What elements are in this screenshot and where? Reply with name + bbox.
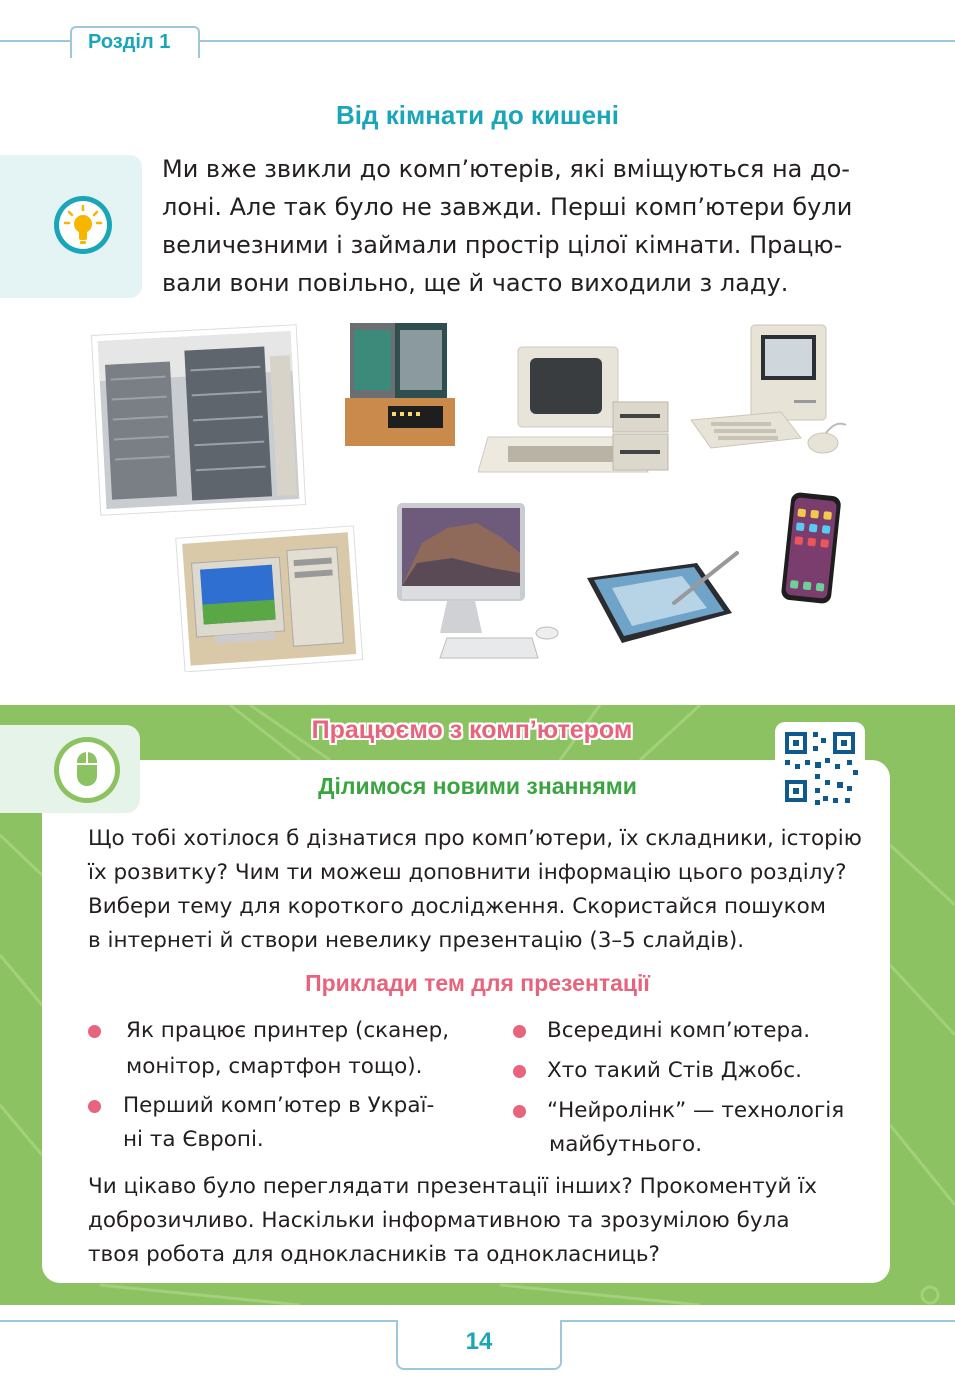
presentation-topics-title: Приклади тем для презентації	[305, 970, 650, 996]
tablet-with-stylus-photo	[582, 548, 747, 652]
closing-paragraph	[88, 1170, 868, 1272]
topic-item-line: майбутнього.	[549, 1132, 703, 1157]
bullet-icon	[513, 1065, 526, 1078]
task-paragraph	[88, 822, 868, 958]
intro-line: Ми вже звикли до комп’ютерів, які вміщуються на до-	[162, 155, 850, 183]
task-line: Вибери тему для короткого дослідження. Скористайся пошуком	[88, 894, 827, 919]
early-computer-room-photo	[88, 320, 310, 524]
sharing-knowledge-title: Ділимося новими знаннями	[318, 773, 637, 799]
page-number: 14	[465, 1328, 493, 1355]
task-line: Що тобі хотілося б дізнатися про комп’ютери, їх складники, історію	[88, 826, 862, 851]
bullet-icon	[88, 1100, 101, 1113]
mainframe-cabinet-photo	[340, 318, 460, 457]
section-title: Від кімнати до кишені	[336, 100, 619, 130]
topic-item-line: Всередині комп’ютера.	[547, 1018, 811, 1043]
apple-ii-computer-photo	[478, 342, 678, 486]
topic-item-line: монітор, смартфон тощо).	[126, 1054, 423, 1079]
working-with-computer-title: Працюємо з комп’ютером	[311, 716, 633, 744]
closing-line: доброзичливо. Наскільки інформативною та зрозумілою була	[88, 1208, 790, 1233]
closing-line: твоя робота для однокласників та однокласниць?	[88, 1242, 660, 1267]
topic-item-line: Хто такий Стів Джобс.	[547, 1058, 802, 1083]
smartphone-photo	[776, 490, 846, 612]
topic-item-line: ні та Європі.	[123, 1127, 264, 1152]
bullet-icon	[88, 1025, 101, 1038]
bullet-icon	[513, 1025, 526, 1038]
intro-line: величезними і займали простір цілої кімнати. Працю-	[162, 231, 843, 259]
macintosh-computer-photo	[686, 320, 856, 469]
bullet-icon	[513, 1105, 526, 1118]
topic-item-line: Як працює принтер (сканер,	[126, 1018, 450, 1043]
intro-paragraph	[162, 150, 887, 302]
topic-item-line: Перший комп’ютер в Украї-	[123, 1093, 435, 1118]
closing-line: Чи цікаво було переглядати презентації інших? Прокоментуй їх	[88, 1174, 817, 1199]
task-line: їх розвитку? Чим ти можеш доповнити інформацію цього розділу?	[88, 860, 847, 885]
chapter-label: Розділ 1	[88, 31, 171, 53]
imac-photo	[392, 498, 567, 672]
lightbulb-icon	[54, 196, 112, 254]
pc-windows-xp-photo	[172, 520, 364, 676]
topic-item-line: “Нейролінк” — технологія	[547, 1098, 845, 1123]
task-line: в інтернеті й створи невелику презентацію (3–5 слайдів).	[88, 928, 745, 953]
intro-line: вали вони повільно, ще й часто виходили з ладу.	[162, 269, 789, 297]
intro-line: лоні. Але так було не завжди. Перші комп’ютери були	[162, 193, 853, 221]
